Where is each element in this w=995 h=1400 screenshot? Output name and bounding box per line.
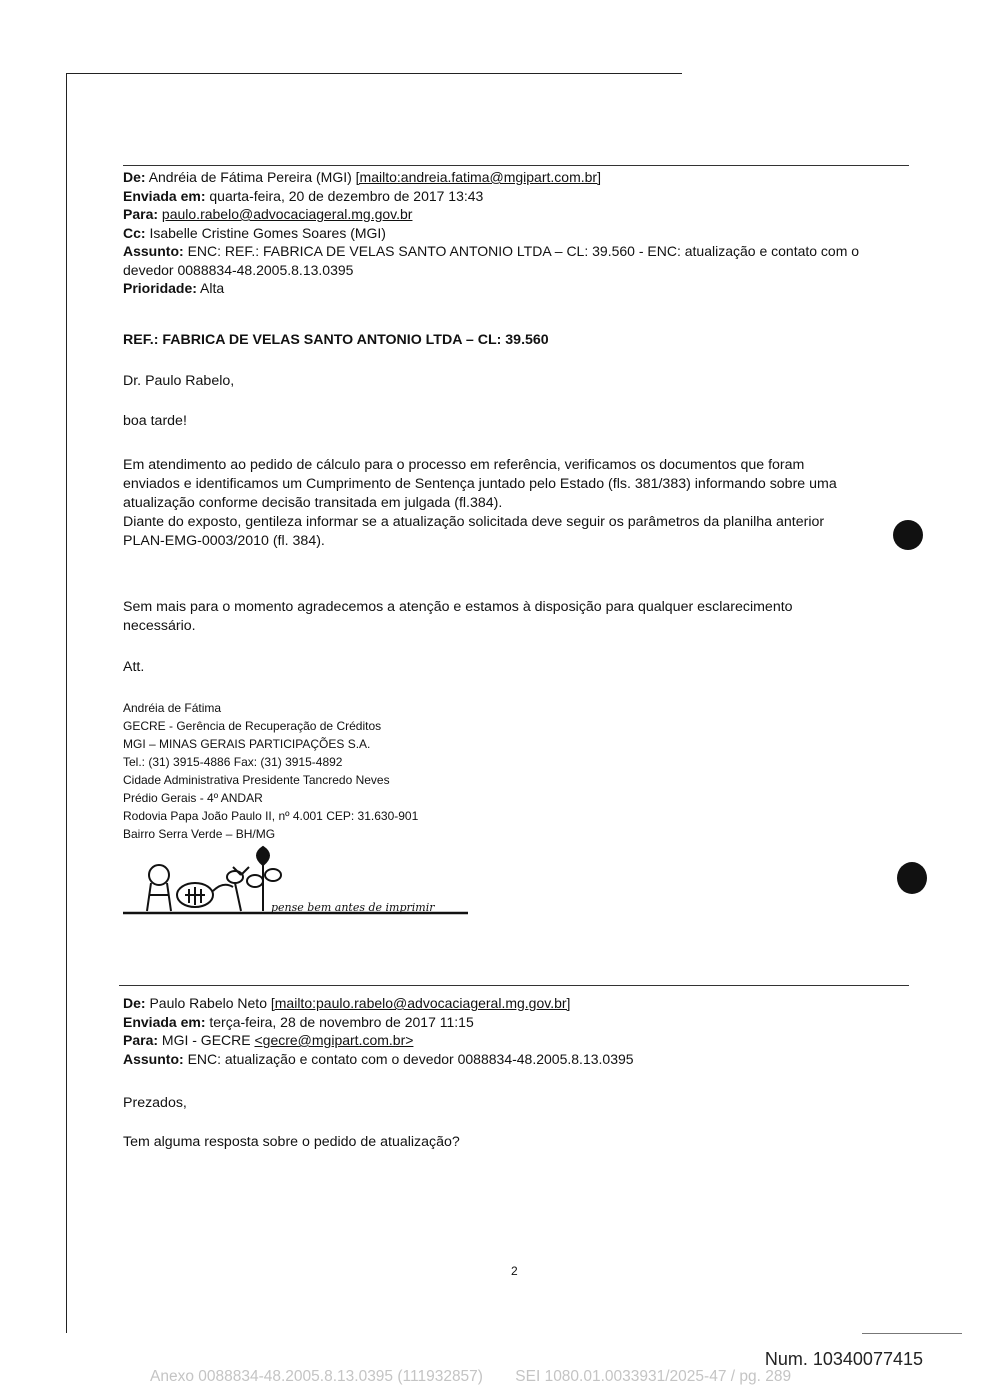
paragraph-line: Diante do exposto, gentileza informar se a atualização solicitada deve seguir os parâmetros da planilha anterior <box>123 514 825 530</box>
footer-sei-reference: SEI 1080.01.0033931/2025-47 / pg. 289 <box>515 1368 792 1385</box>
signature-address: Rodovia Papa João Paulo II, nº 4.001 CEP: 31.630-901 <box>123 809 419 823</box>
closing-line: necessário. <box>123 618 196 634</box>
subject-row <box>123 242 859 261</box>
page-border-top <box>66 73 682 74</box>
paragraph-line: atualização conforme decisão transitada em julgada (fl.384). <box>123 495 503 511</box>
to-name: MGI - GECRE <box>161 1032 251 1048</box>
question: Tem alguma resposta sobre o pedido de atualização? <box>123 1134 460 1150</box>
footer-annex: Anexo 0088834-48.2005.8.13.0395 (111932857) <box>150 1368 483 1385</box>
subject-value-line2: devedor 0088834-48.2005.8.13.0395 <box>123 261 354 278</box>
greeting: Prezados, <box>123 1095 187 1111</box>
scan-line <box>862 1333 962 1334</box>
sent-label: Enviada em: <box>123 187 206 204</box>
sent-value: quarta-feira, 20 de dezembro de 2017 13:43 <box>209 187 484 204</box>
body-paragraph <box>123 456 837 551</box>
signature-company: MGI – MINAS GERAIS PARTICIPAÇÕES S.A. <box>123 737 371 751</box>
sign-off: Att. <box>123 659 145 675</box>
closing-paragraph <box>123 598 793 636</box>
salutation: Dr. Paulo Rabelo, <box>123 373 235 389</box>
sent-value: terça-feira, 28 de novembro de 2017 11:15 <box>209 1013 474 1030</box>
greeting: boa tarde! <box>123 413 187 429</box>
to-label: Para: <box>123 206 159 222</box>
paragraph-line: PLAN-EMG-0003/2010 (fl. 384). <box>123 533 325 549</box>
email-signature <box>123 699 418 843</box>
subject-label: Assunto: <box>123 1050 184 1067</box>
ink-blot <box>897 862 927 894</box>
sent-row <box>123 187 859 206</box>
priority-value: Alta <box>200 280 225 296</box>
sent-label: Enviada em: <box>123 1013 206 1030</box>
page-number: 2 <box>511 1264 518 1278</box>
email-header-1 <box>123 168 859 298</box>
to-email-link[interactable]: <gecre@mgipart.com.br> <box>254 1032 414 1048</box>
email-separator <box>123 165 909 166</box>
from-email-link[interactable]: [mailto:andreia.fatima@mgipart.com.br] <box>355 169 601 185</box>
signature-district: Bairro Serra Verde – BH/MG <box>123 827 276 841</box>
to-email-link[interactable]: paulo.rabelo@advocaciageral.mg.gov.br <box>161 206 413 222</box>
subject-label: Assunto: <box>123 243 184 259</box>
signature-department: GECRE - Gerência de Recuperação de Créditos <box>123 719 382 733</box>
sent-row <box>123 1013 634 1032</box>
from-name: Paulo Rabelo Neto <box>149 995 267 1011</box>
subject-row <box>123 1050 634 1069</box>
to-row <box>123 205 859 224</box>
paragraph-line: enviados e identificamos um Cumprimento de Sentença juntado pelo Estado (fls. 381/383) informando sobre uma <box>123 476 837 492</box>
from-row <box>123 168 859 187</box>
to-row <box>123 1031 634 1050</box>
logo-slogan: pense bem antes de imprimir <box>271 901 435 914</box>
from-email-link[interactable]: [mailto:paulo.rabelo@advocaciageral.mg.gov.br] <box>270 995 571 1011</box>
cc-value: Isabelle Cristine Gomes Soares (MGI) <box>149 224 386 241</box>
to-label: Para: <box>123 1032 159 1048</box>
reference-line: REF.: FABRICA DE VELAS SANTO ANTONIO LTDA – CL: 39.560 <box>123 332 549 348</box>
signature-building: Cidade Administrativa Presidente Tancredo Neves <box>123 773 390 787</box>
tree-character-icon <box>123 845 473 920</box>
from-name: Andréia de Fátima Pereira (MGI) <box>148 169 352 185</box>
footer-watermark <box>150 1368 819 1386</box>
paragraph-line: Em atendimento ao pedido de cálculo para o processo em referência, verificamos os documentos que foram <box>123 457 805 473</box>
subject-value-line1: ENC: REF.: FABRICA DE VELAS SANTO ANTONIO LTDA – CL: 39.560 - ENC: atualização e contato com o <box>187 243 860 259</box>
priority-row <box>123 279 859 298</box>
cc-label: Cc: <box>123 224 146 241</box>
signature-floor: Prédio Gerais - 4º ANDAR <box>123 791 263 805</box>
closing-line: Sem mais para o momento agradecemos a atenção e estamos à disposição para qualquer esclarecimento <box>123 599 793 615</box>
page-border-left <box>66 73 67 1333</box>
signature-phones: Tel.: (31) 3915-4886 Fax: (31) 3915-4892 <box>123 755 343 769</box>
document-number: Num. 10340077415 <box>764 1349 923 1369</box>
think-before-printing-logo <box>123 845 473 925</box>
email-header-2 <box>123 994 634 1068</box>
email-separator <box>119 985 909 986</box>
subject-value: ENC: atualização e contato com o devedor 0088834-48.2005.8.13.0395 <box>187 1050 634 1067</box>
from-label: De: <box>123 169 146 185</box>
priority-label: Prioridade: <box>123 280 197 296</box>
cc-row <box>123 224 859 243</box>
ink-blot <box>893 520 923 550</box>
from-row <box>123 994 634 1013</box>
signature-name: Andréia de Fátima <box>123 701 222 715</box>
from-label: De: <box>123 995 146 1011</box>
